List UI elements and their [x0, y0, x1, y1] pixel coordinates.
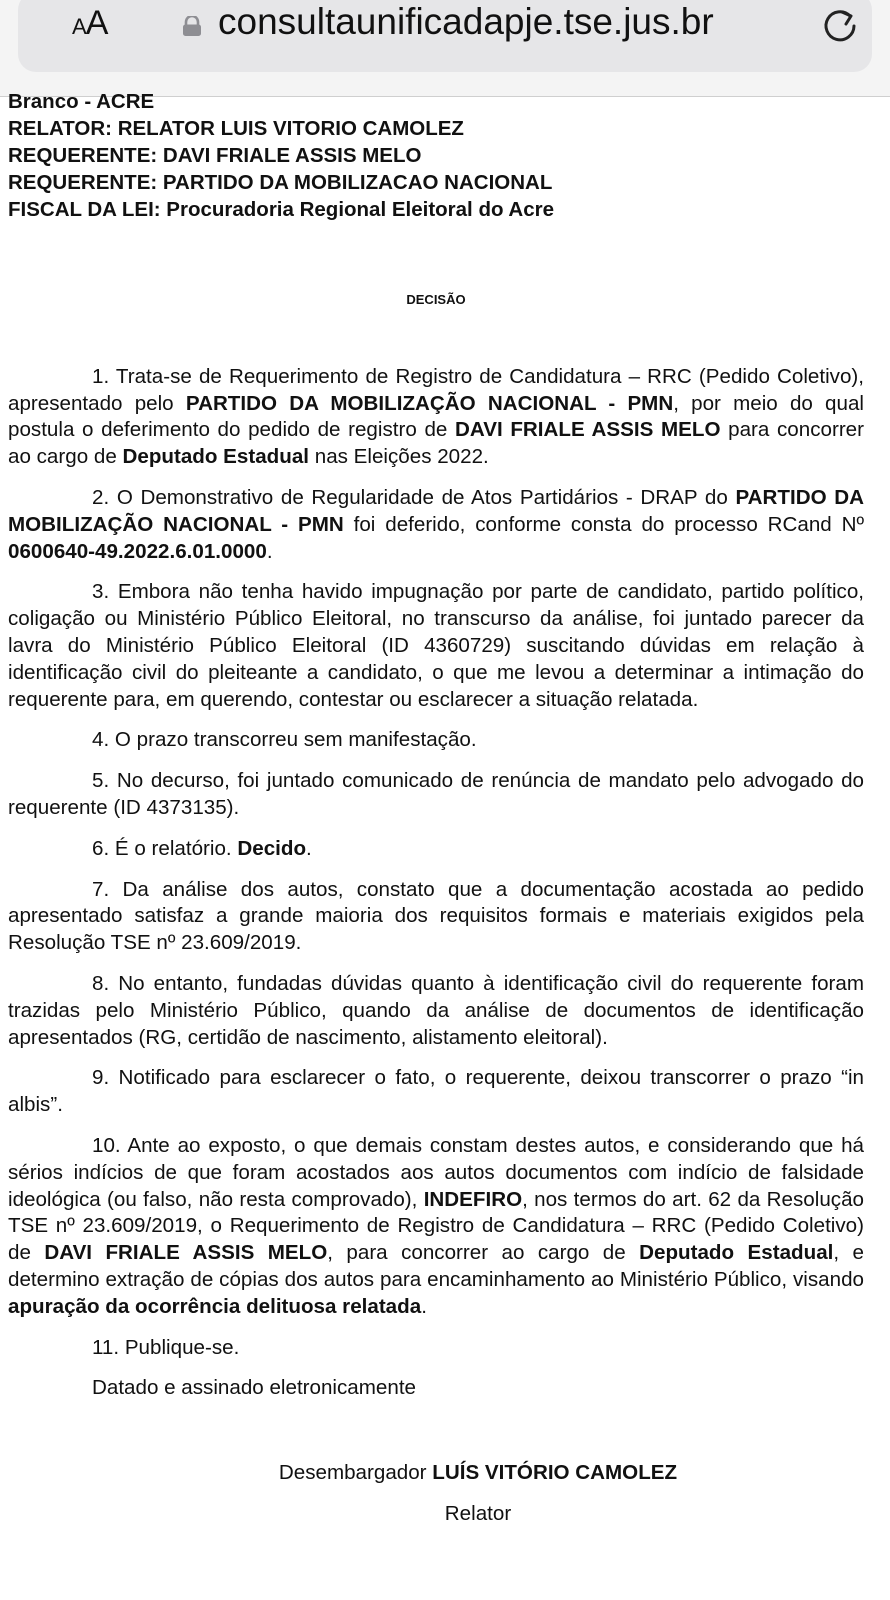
url-text: consultaunificadapje.tse.jus.br	[218, 1, 714, 42]
document-title: DECISÃO	[406, 292, 466, 307]
url-field[interactable]	[18, 0, 872, 72]
text-size-icon[interactable]: AA	[72, 4, 108, 42]
paragraph-9: 9. Notificado para esclarecer o fato, o requerente, deixou transcorrer o prazo “in albis”.	[8, 1066, 864, 1117]
paragraph-8: 8. No entanto, fundadas dúvidas quanto à identificação civil do requerente foram trazidas pelo Ministério Público, quando da análise de documentos de identificação apresentados (RG, certidão de nascimento, alistamento eleitoral).	[8, 971, 864, 1049]
header-line: REQUERENTE: DAVI FRIALE ASSIS MELO	[8, 144, 422, 167]
header-line: FISCAL DA LEI: Procuradoria Regional Eleitoral do Acre	[8, 198, 555, 221]
header-line: RELATOR: RELATOR LUIS VITORIO CAMOLEZ	[8, 117, 464, 140]
paragraph-11: 11. Publique-se.	[92, 1335, 240, 1359]
paragraph-7: 7. Da análise dos autos, constato que a documentação acostada ao pedido apresentado satisfaz a grande maioria dos requisitos formais e materiais exigidos pela Resolução TSE nº 23.609/2019.	[8, 877, 864, 955]
dated-signed-line: Datado e assinado eletronicamente	[92, 1376, 416, 1400]
paragraph-6: 6. É o relatório. Decido.	[92, 836, 312, 860]
header-line: REQUERENTE: PARTIDO DA MOBILIZACAO NACIONAL	[8, 171, 553, 194]
signature-line: Desembargador LUÍS VITÓRIO CAMOLEZ	[278, 1461, 678, 1485]
browser-address-bar	[0, 0, 890, 97]
paragraph-5: 5. No decurso, foi juntado comunicado de renúncia de mandato pelo advogado do requerente (ID 4373135).	[8, 769, 864, 819]
paragraph-1: 1. Trata-se de Requerimento de Registro de Candidatura – RRC (Pedido Coletivo), apresentado pelo PARTIDO DA MOBILIZAÇÃO NACIONAL - PMN, por meio do qual postula o deferimento do pedido de registro de DAVI FRIALE ASSIS MELO para concorrer ao cargo de Deputado Estadual nas Eleições 2022.	[8, 364, 864, 469]
lock-icon	[181, 16, 203, 36]
paragraph-2: 2. O Demonstrativo de Regularidade de Atos Partidários - DRAP do PARTIDO DA MOBILIZAÇÃO NACIONAL - PMN foi deferido, conforme consta do processo RCand Nº 0600640-49.2022.6.01.0000.	[8, 485, 864, 563]
signature-role: Relator	[444, 1501, 512, 1525]
reload-icon[interactable]	[819, 4, 861, 46]
paragraph-3: 3. Embora não tenha havido impugnação por parte de candidato, partido político, coligação ou Ministério Público Eleitoral, no transcurso da análise, foi juntado parecer da lavra do Ministério Público Eleitoral (ID 4360729) suscitando dúvidas em relação à identificação civil do pleiteante a candidato, o que me levou a determinar a intimação do requerente para, em querendo, contestar ou esclarecer a situação relatada.	[8, 580, 864, 711]
header-line: Branco - ACRE	[8, 90, 155, 113]
paragraph-10: 10. Ante ao exposto, o que demais constam destes autos, e considerando que há sérios indícios de que foram acostados aos autos documentos com indício de falsidade ideológica (ou falso, não resta comprovado), INDEFIRO, nos termos do art. 62 da Resolução TSE nº 23.609/2019, o Requerimento de Registro de Candidatura – RRC (Pedido Coletivo) de DAVI FRIALE ASSIS MELO, para concorrer ao cargo de Deputado Estadual, e determino extração de cópias dos autos para encaminhamento ao Ministério Público, visando apuração da ocorrência delituosa relatada.	[8, 1133, 864, 1318]
case-header	[8, 88, 864, 223]
paragraph-4: 4. O prazo transcorreu sem manifestação.	[92, 728, 477, 752]
document-body	[8, 90, 864, 1528]
